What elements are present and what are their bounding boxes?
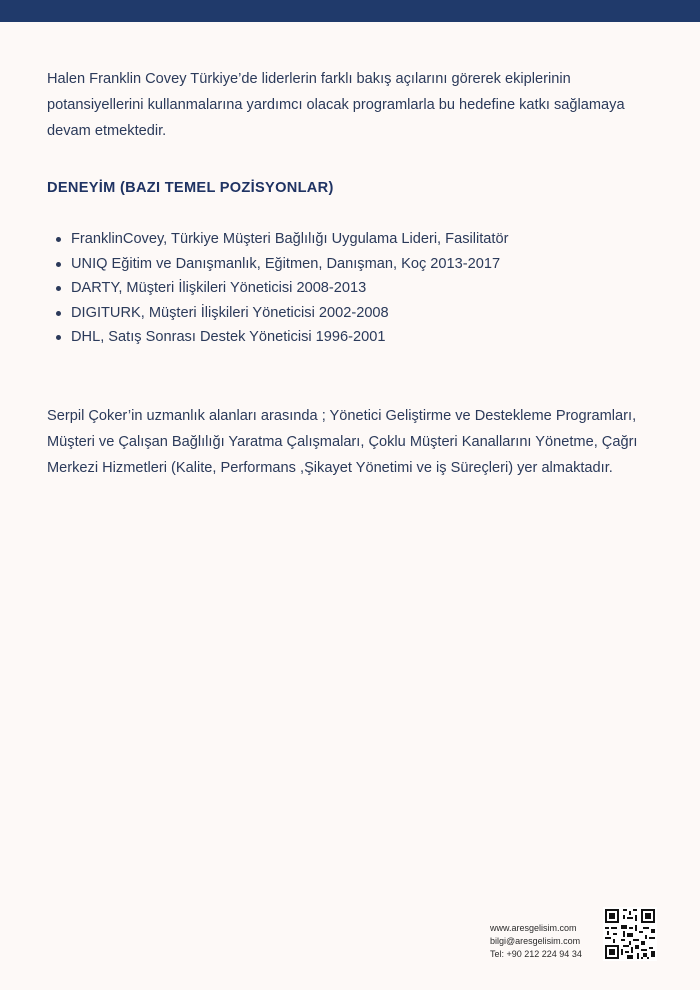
- expertise-paragraph: Serpil Çoker’in uzmanlık alanları arasında ; Yönetici Geliştirme ve Destekleme Programları, Müşteri ve Çalışan Bağlılığı Yaratma Çalışmaları, Çoklu Müşteri Kanallarını Yönetme, Çağrı Merkezi Hizmetleri (Kalite, Performans ,Şikayet Yönetimi ve iş Süreçleri) yer almaktadır.: [47, 407, 638, 476]
- list-item: [47, 301, 657, 326]
- experience-item-text: FranklinCovey, Türkiye Müşteri Bağlılığı Uygulama Lideri, Fasilitatör: [71, 231, 509, 247]
- experience-item-text: UNIQ Eğitim ve Danışmanlık, Eğitmen, Danışman, Koç 2013-2017: [71, 255, 501, 272]
- bullet-icon: [56, 335, 61, 340]
- intro-paragraph: Halen Franklin Covey Türkiye’de liderlerin farklı bakış açılarını görerek ekiplerinin potansiyellerini kullanmalarına yardımcı olacak programlarla bu hedefine katkı sağlamaya devam etmektedir.: [47, 71, 625, 139]
- website-link[interactable]: www.aresgelisim.com: [490, 923, 577, 933]
- bullet-icon: [56, 286, 61, 291]
- list-item: [47, 252, 657, 277]
- bullet-icon: [56, 237, 61, 242]
- qr-code-icon: [603, 907, 657, 961]
- page-content: [47, 66, 657, 481]
- list-item: [47, 227, 657, 252]
- email-link[interactable]: bilgi@aresgelisim.com: [490, 936, 581, 946]
- list-item: [47, 276, 657, 301]
- experience-list: [47, 227, 657, 350]
- experience-heading: DENEYİM (BAZI TEMEL POZİSYONLAR): [47, 180, 334, 196]
- list-item: [47, 325, 657, 350]
- experience-item-text: DARTY, Müşteri İlişkileri Yöneticisi 2008-2013: [71, 280, 367, 296]
- contact-footer: [490, 922, 582, 961]
- experience-item-text: DIGITURK, Müşteri İlişkileri Yöneticisi 2002-2008: [71, 304, 389, 321]
- header-bar: [0, 0, 700, 22]
- experience-item-text: DHL, Satış Sonrası Destek Yöneticisi 1996-2001: [71, 329, 386, 345]
- bullet-icon: [56, 311, 61, 316]
- phone-text: Tel: +90 212 224 94 34: [490, 949, 582, 959]
- bullet-icon: [56, 262, 61, 267]
